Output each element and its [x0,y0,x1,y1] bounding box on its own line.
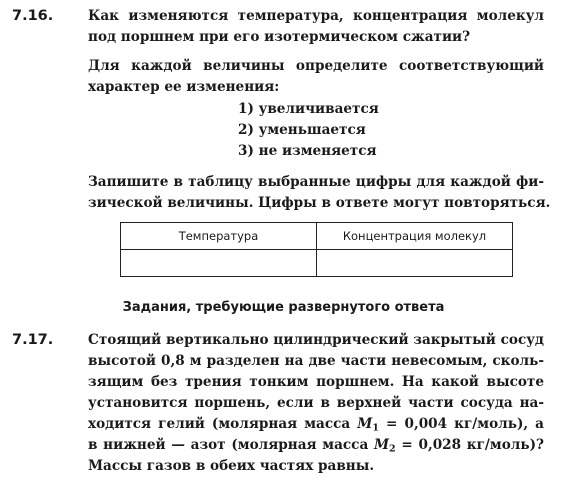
text-line: Стоящий вертикально цилиндрический закрытый сосуд [88,332,544,348]
text-line: Как изменяются температура, концентрация молекул [88,8,544,24]
problem-number: 7.17. [12,332,54,348]
problem-text [88,330,544,477]
problem-instruction [88,56,544,98]
variable-M1: M [357,416,373,432]
subscript: 2 [389,443,396,455]
option-item: 2) уменьшается [238,122,366,138]
text-line: зящим без трения тонким поршнем. На какой высоте [88,374,544,390]
header-temperature: Температура [121,223,317,250]
option-item: 1) увеличивается [238,101,379,117]
problem-question [88,6,544,48]
table-answer-row [121,250,513,277]
answer-cell-concentration[interactable] [317,250,513,277]
answer-table [120,222,513,277]
text-line: Массы газов в обеих частях равны. [88,458,375,474]
text-line: зической величины. Цифры в ответе могут повторяться. [88,195,551,211]
problem-number: 7.16. [12,8,54,24]
text-line: под поршнем при его изотермическом сжатии? [88,29,471,45]
section-title: Задания, требующие развернутого ответа [122,300,445,315]
text-fragment: в нижней — азот (молярная масса [88,437,374,453]
text-fragment: = 0,028 кг/моль)? [395,437,544,453]
options-list [238,99,379,162]
text-line-formula [88,435,544,456]
option-item: 3) не изменяется [238,143,377,159]
text-line: характер ее изменения: [88,79,280,95]
text-line: Запишите в таблицу выбранные цифры для каждой фи- [88,174,544,190]
text-line-formula [88,414,544,435]
header-concentration: Концентрация молекул [317,223,513,250]
table-header-row [121,223,513,250]
table-instruction [88,172,551,214]
text-line: Для каждой величины определите соответствующий [88,58,544,74]
text-fragment: = 0,004 кг/моль), а [378,416,544,432]
text-line: высотой 0,8 м разделен на две части невесомым, сколь- [88,353,544,369]
text-line: установится поршень, если в верхней части сосуда на- [88,395,544,411]
answer-cell-temperature[interactable] [121,250,317,277]
variable-M2: M [373,437,390,453]
subscript: 1 [372,422,379,434]
text-fragment: ходится гелий (молярная масса [88,416,358,432]
